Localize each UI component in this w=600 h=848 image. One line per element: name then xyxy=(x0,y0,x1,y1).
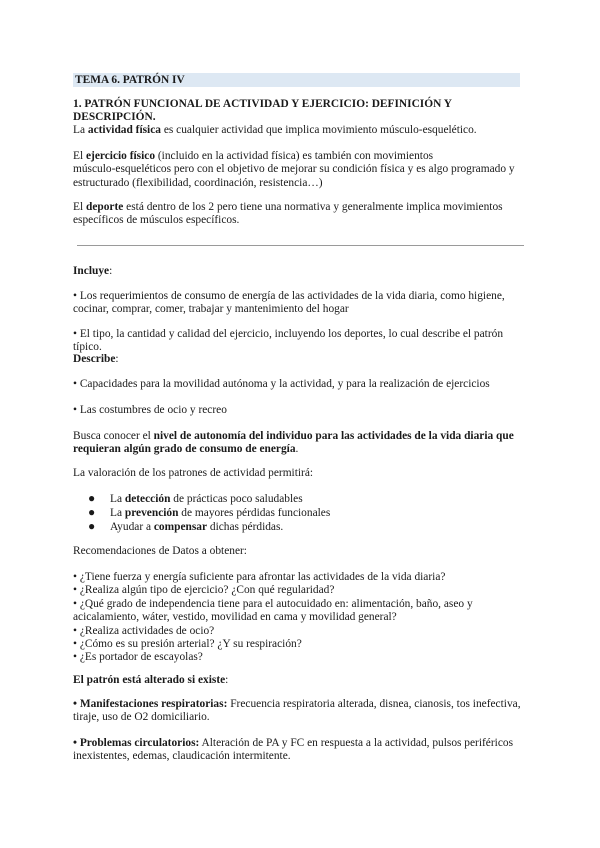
valoracion-item-prevencion: ● La prevención de mayores pérdidas funcionales xyxy=(88,505,331,519)
incluye-item-2: • El tipo, la cantidad y calidad del ejercicio, incluyendo los deportes, lo cual describe el patrón típico. xyxy=(73,328,504,354)
valoracion-intro: La valoración de los patrones de actividad permitirá: xyxy=(73,467,314,479)
describe-item-1: • Capacidades para la movilidad autónoma y la actividad, y para la realización de ejercicios xyxy=(73,378,490,390)
describe-label: Describe: xyxy=(73,353,119,365)
valoracion-item-deteccion: ● La detección de prácticas poco saludables xyxy=(88,491,303,505)
paragraph-busca: Busca conocer el nivel de autonomía del individuo para las actividades de la vida diaria que requieran algún grado de consumo de energía. xyxy=(73,430,514,456)
paragraph-actividad-fisica: La actividad física es cualquier actividad que implica movimiento músculo-esquelético. xyxy=(73,124,477,136)
section-title: TEMA 6. PATRÓN IV xyxy=(73,73,520,87)
incluye-label: Incluye: xyxy=(73,265,113,277)
alterado-title: El patrón está alterado si existe: xyxy=(73,674,229,686)
recomendaciones-list: • ¿Tiene fuerza y energía suficiente para afrontar las actividades de la vida diaria? • ¿Realiza algún tipo de ejercicio? ¿Con qué regularidad? • ¿Qué grado de independencia tiene para el autocuidado en: alimentación, baño, aseo y acicalamiento, wáter, vestido, movilidad en cama y movilidad general? • ¿Realiza actividades de ocio? • ¿Cómo es su presión arterial? ¿Y su respiración? • ¿Es portador de escayolas? xyxy=(73,571,473,664)
alterado-circulatorios: • Problemas circulatorios: Alteración de PA y FC en respuesta a la actividad, pulsos periféricos inexistentes, edemas, claudicación intermitente. xyxy=(73,737,514,763)
alterado-respiratorias: • Manifestaciones respiratorias: Frecuencia respiratoria alterada, disnea, cianosis, tos inefectiva, tiraje, uso de O2 domiciliario. xyxy=(73,698,521,724)
recomendaciones-intro: Recomendaciones de Datos a obtener: xyxy=(73,545,247,557)
paragraph-deporte: El deporte está dentro de los 2 pero tiene una normativa y generalmente implica movimientos específicos de músculos específicos. xyxy=(73,201,503,227)
valoracion-item-compensar: ● Ayudar a compensar dichas pérdidas. xyxy=(88,519,284,533)
describe-item-2: • Las costumbres de ocio y recreo xyxy=(73,404,227,416)
horizontal-divider xyxy=(77,245,524,246)
main-heading: 1. PATRÓN FUNCIONAL DE ACTIVIDAD Y EJERCICIO: DEFINICIÓN Y DESCRIPCIÓN. xyxy=(73,98,452,124)
incluye-item-1: • Los requerimientos de consumo de energía de las actividades de la vida diaria, como higiene, cocinar, comprar, comer, trabajar y mantenimiento del hogar xyxy=(73,290,505,316)
paragraph-ejercicio-fisico: El ejercicio físico (incluido en la actividad física) es también con movimientos músculo-esqueléticos pero con el objetivo de mejorar su condición física y es algo programado y estructurado (flexibilidad, coordinación, resistencia…) xyxy=(73,150,515,189)
